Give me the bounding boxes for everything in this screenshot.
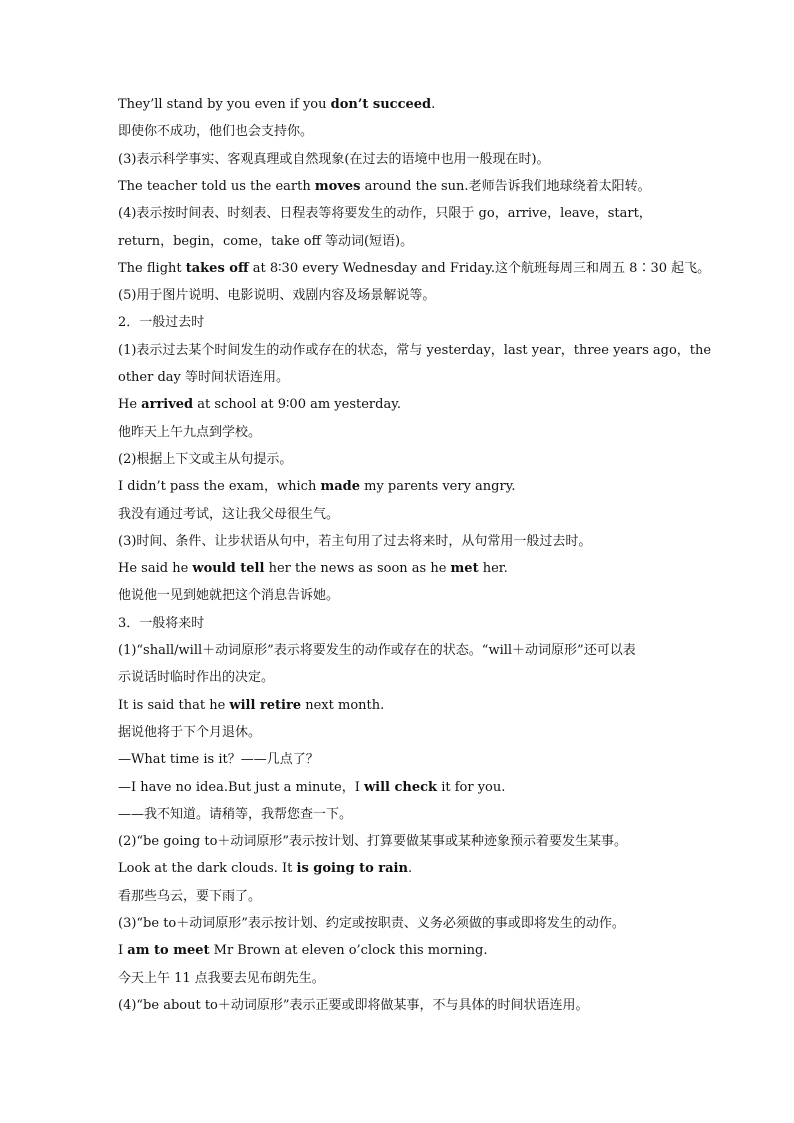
text-segment: her. — [478, 561, 508, 577]
text-line — [118, 369, 289, 387]
text-segment: (3)时间、条件、让步状语从句中，若主句用了过去将来时，从句常用一般过去时。 — [118, 533, 592, 549]
text-segment: 他昨天上午九点到学校。 — [118, 424, 262, 440]
text-line — [118, 970, 325, 988]
text-segment: (2)根据上下文或主从句提示。 — [118, 451, 293, 467]
text-segment: He — [118, 397, 142, 413]
text-line — [118, 205, 652, 223]
text-line — [118, 587, 339, 605]
text-segment: next month. — [301, 697, 385, 713]
bold-phrase: arrived — [141, 397, 194, 413]
bold-phrase: would tell — [192, 561, 265, 577]
text-segment: 据说他将于下个月退休。 — [118, 724, 262, 740]
text-line — [118, 178, 651, 196]
text-segment: The teacher told us the earth — [118, 178, 315, 194]
text-segment: 即使你不成功，他们也会支持你。 — [118, 124, 314, 140]
text-line — [118, 506, 339, 524]
text-line — [118, 287, 435, 305]
text-segment: Mr Brown at eleven o’clock this morning. — [209, 943, 488, 959]
bold-phrase: met — [450, 561, 479, 577]
bold-phrase: moves — [314, 178, 361, 194]
text-segment: return，begin，come，take off 等动词(短语)。 — [118, 233, 414, 249]
text-segment: my parents very angry. — [360, 479, 516, 495]
text-line — [118, 560, 508, 578]
text-line — [118, 533, 591, 551]
text-segment: They’ll stand by you even if you — [118, 97, 331, 112]
text-line — [118, 260, 710, 278]
text-segment: other day 等时间状语连用。 — [118, 370, 290, 385]
text-segment: (5)用于图片说明、电影说明、戏剧内容及场景解说等。 — [118, 288, 436, 304]
bold-phrase: will retire — [229, 697, 302, 713]
text-line — [118, 342, 711, 360]
text-segment: The flight — [118, 260, 186, 276]
text-segment: around the sun.老师告诉我们地球绕着太阳转。 — [360, 178, 651, 194]
text-segment: her the news as soon as he — [264, 561, 451, 577]
text-line — [118, 860, 412, 878]
text-line — [118, 997, 589, 1015]
bold-phrase: takes off — [185, 260, 249, 276]
text-line — [118, 424, 261, 442]
text-segment: It is said that he — [118, 697, 230, 713]
text-segment: I — [118, 943, 128, 959]
text-line — [118, 669, 274, 687]
text-segment: 今天上午 11 点我要去见布朗先生。 — [118, 970, 325, 986]
text-segment: 2．一般过去时 — [118, 315, 205, 331]
text-segment: at 8∶30 every Wednesday and Friday.这个航班每周三和周五 8∶30 起飞。 — [248, 260, 711, 276]
text-segment: . — [407, 861, 413, 877]
text-segment: (4)“be about to＋动词原形”表示正要或即将做某事，不与具体的时间状语连用。 — [118, 997, 589, 1013]
text-segment: (3)表示科学事实、客观真理或自然现象(在过去的语境中也用一般现在时)。 — [118, 151, 550, 167]
text-line — [118, 697, 384, 715]
text-line — [118, 942, 488, 960]
bold-phrase: made — [320, 479, 360, 495]
text-line — [118, 779, 505, 797]
text-line — [118, 233, 413, 251]
text-line — [118, 151, 550, 169]
text-segment: I didn’t pass the exam，which — [118, 479, 321, 495]
text-segment: (1)“shall/will＋动词原形”表示将要发生的动作或存在的状态。“will＋动词原形”还可以表 — [118, 643, 636, 658]
text-segment: . — [431, 97, 436, 112]
text-segment: 3．一般将来时 — [118, 615, 205, 631]
text-line — [118, 123, 313, 141]
text-segment: 看那些乌云，要下雨了。 — [118, 888, 262, 904]
text-segment: 我没有通过考试，这让我父母很生气。 — [118, 506, 340, 522]
text-segment: (4)表示按时间表、时刻表、日程表等将要发生的动作，只限于 go，arrive，leave，start， — [118, 206, 652, 222]
text-segment: (2)“be going to＋动词原形”表示按计划、打算要做某事或某种迹象预示着要发生某事。 — [118, 834, 628, 850]
text-segment: ——我不知道。请稍等，我帮您查一下。 — [118, 806, 353, 822]
text-segment: (3)“be to＋动词原形”表示按计划、约定或按职责、义务必须做的事或即将发生的动作。 — [118, 916, 625, 931]
text-segment: it for you. — [437, 779, 506, 795]
text-segment: —What time is it？——几点了？ — [118, 752, 319, 768]
text-line — [118, 478, 515, 496]
text-line — [118, 96, 435, 114]
text-segment: Look at the dark clouds. It — [118, 861, 297, 877]
text-line — [118, 314, 204, 332]
text-line — [118, 806, 352, 824]
text-line — [118, 615, 204, 633]
text-line — [118, 833, 627, 851]
text-segment: 示说话时临时作出的决定。 — [118, 670, 275, 686]
text-line — [118, 751, 319, 769]
text-line — [118, 642, 636, 660]
text-segment: at school at 9∶00 am yesterday. — [193, 397, 401, 413]
bold-phrase: will check — [363, 779, 438, 795]
text-line — [118, 451, 292, 469]
text-segment: 他说他一见到她就把这个消息告诉她。 — [118, 588, 340, 604]
text-segment: —I have no idea.But just a minute，I — [118, 779, 364, 795]
bold-phrase: is going to rain — [296, 861, 408, 877]
text-segment: (1)表示过去某个时间发生的动作或存在的状态，常与 yesterday，last year，three years ago，the — [118, 342, 712, 358]
bold-phrase: am to meet — [127, 943, 210, 959]
bold-phrase: don’t succeed — [330, 97, 432, 112]
text-line — [118, 888, 261, 906]
text-line — [118, 396, 401, 414]
text-line — [118, 724, 261, 742]
text-line — [118, 915, 625, 933]
text-segment: He said he — [118, 561, 193, 577]
